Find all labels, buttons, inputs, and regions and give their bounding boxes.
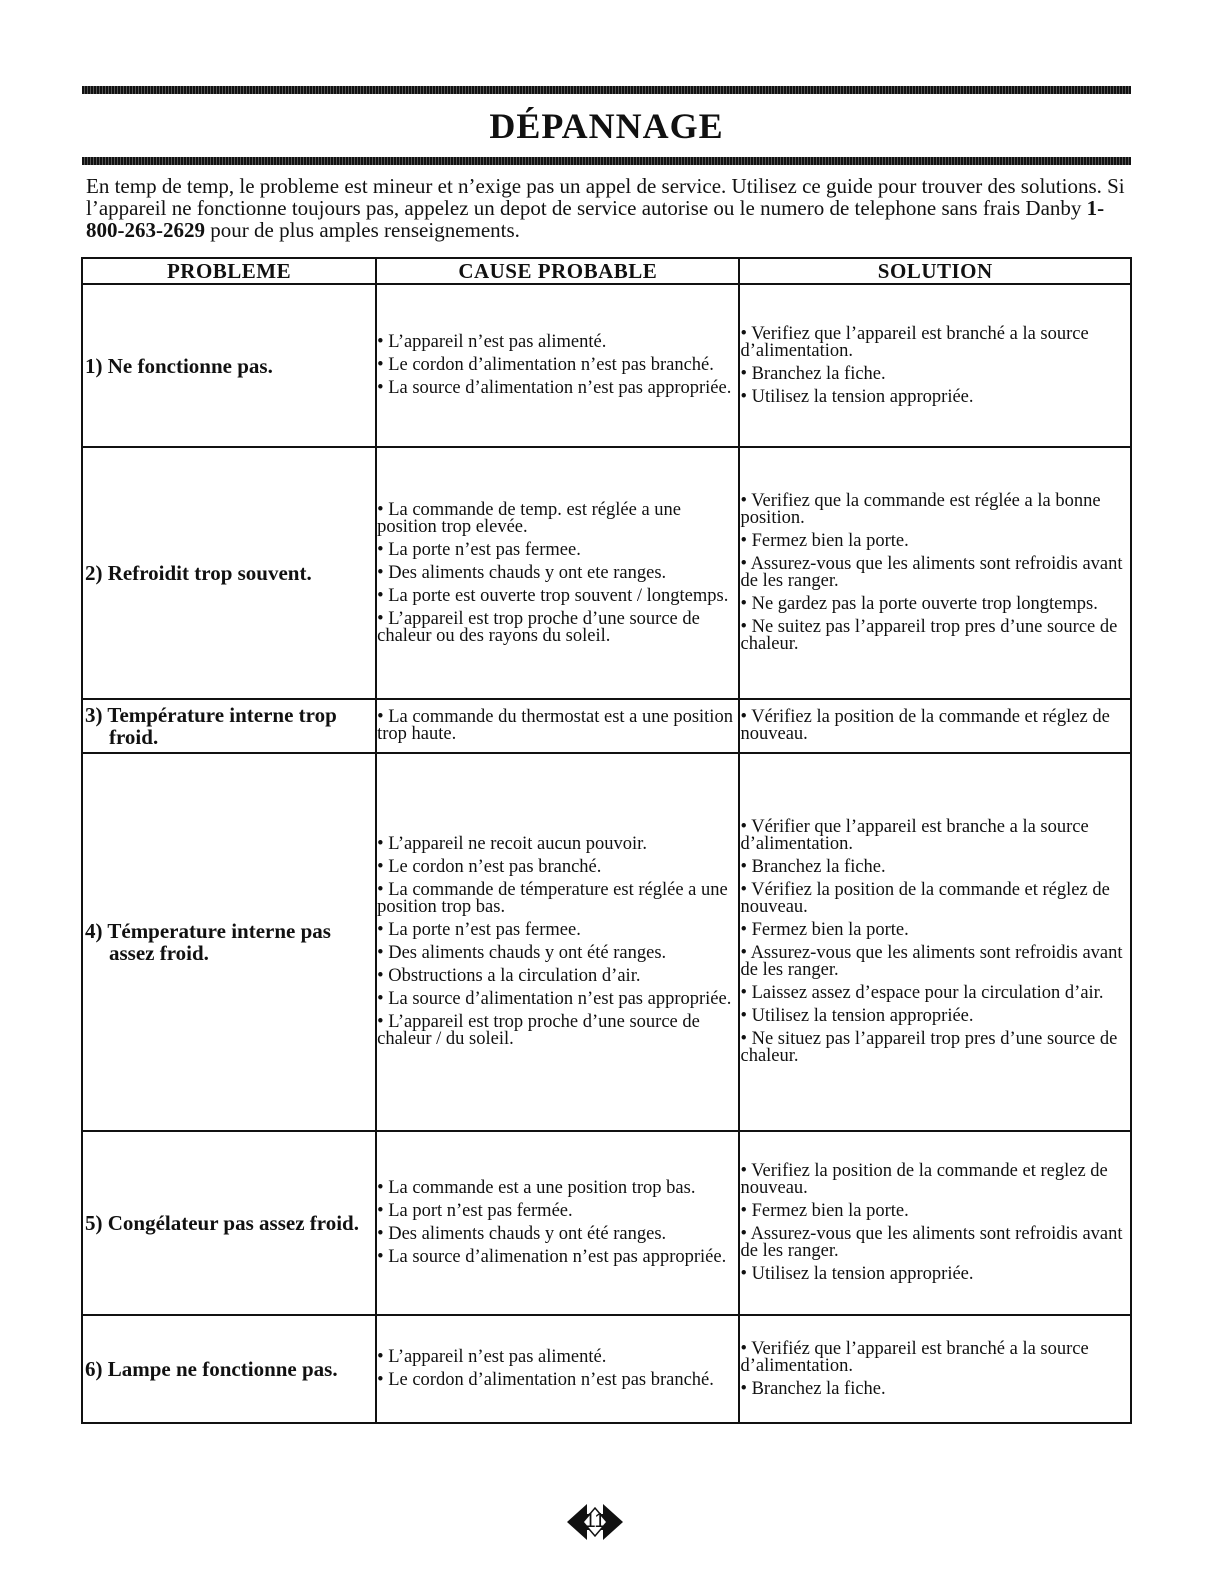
solution-item: • Laissez assez d’espace pour la circulation d’air. bbox=[740, 983, 1104, 1003]
problem-label: 2) Refroidit trop souvent. bbox=[85, 561, 312, 585]
solution-item: • Assurez-vous que les aliments sont refroidis avant de les ranger. bbox=[740, 943, 1123, 980]
cause-cell bbox=[376, 699, 739, 753]
solution-item: • Utilisez la tension appropriée. bbox=[740, 1006, 974, 1026]
cause-item: • L’appareil n’est pas alimenté. bbox=[377, 332, 607, 352]
intro-text-after: pour de plus amples renseignements. bbox=[205, 218, 520, 242]
solution-cell bbox=[739, 699, 1131, 753]
header-cause: CAUSE PROBABLE bbox=[376, 258, 739, 284]
solution-item: • Assurez-vous que les aliments sont refroidis avant de les ranger. bbox=[740, 554, 1123, 591]
cause-item: • Des aliments chauds y ont été ranges. bbox=[377, 943, 667, 963]
cause-item: • La commande est a une position trop bas. bbox=[377, 1178, 696, 1198]
problem-label: 5) Congélateur pas assez froid. bbox=[85, 1211, 359, 1235]
problem-label: 4) Témperature interne pas assez froid. bbox=[85, 919, 331, 965]
cause-item: • Le cordon n’est pas branché. bbox=[377, 857, 602, 877]
cause-item: • La commande de témperature est réglée a une position trop bas. bbox=[377, 880, 728, 917]
cause-item: • Obstructions a la circulation d’air. bbox=[377, 966, 641, 986]
problem-cell bbox=[82, 284, 376, 447]
cause-cell bbox=[376, 753, 739, 1131]
cause-item: • La source d’alimenation n’est pas appropriée. bbox=[377, 1247, 727, 1267]
solution-item: • Ne suitez pas l’appareil trop pres d’une source de chaleur. bbox=[740, 617, 1118, 654]
problem-cell bbox=[82, 1131, 376, 1315]
table-row bbox=[82, 753, 1131, 1131]
table-row bbox=[82, 447, 1131, 699]
cause-item: • L’appareil ne recoit aucun pouvoir. bbox=[377, 834, 647, 854]
troubleshooting-table bbox=[81, 257, 1132, 1424]
solution-cell bbox=[739, 753, 1131, 1131]
cause-item: • La porte n’est pas fermee. bbox=[377, 539, 581, 560]
solution-item: • Fermez bien la porte. bbox=[740, 1201, 909, 1221]
cause-item: • Des aliments chauds y ont été ranges. bbox=[377, 1224, 667, 1244]
intro-paragraph bbox=[86, 175, 1126, 241]
page-title: DÉPANNAGE bbox=[489, 106, 724, 146]
problem-label: 1) Ne fonctionne pas. bbox=[85, 353, 273, 378]
solution-item: • Verifiez la position de la commande et reglez de nouveau. bbox=[740, 1161, 1108, 1198]
solution-item: • Vérifiez la position de la commande et réglez de nouveau. bbox=[740, 880, 1110, 917]
solution-item: • Ne situez pas l’appareil trop pres d’une source de chaleur. bbox=[740, 1029, 1118, 1066]
cause-item: • La port n’est pas fermée. bbox=[377, 1201, 573, 1221]
top-rule bbox=[82, 86, 1131, 94]
table-row bbox=[82, 284, 1131, 447]
problem-label: 3) Température interne trop froid. bbox=[85, 703, 337, 749]
cause-item: • Le cordon d’alimentation n’est pas branché. bbox=[377, 1370, 714, 1390]
problem-cell bbox=[82, 447, 376, 699]
cause-cell bbox=[376, 447, 739, 699]
cause-item: • L’appareil est trop proche d’une source de chaleur / du soleil. bbox=[377, 1012, 700, 1049]
table-row bbox=[82, 1131, 1131, 1315]
cause-item: • L’appareil n’est pas alimenté. bbox=[377, 1347, 607, 1367]
solution-item: • Verifiez que l’appareil est branché a la source d’alimentation. bbox=[740, 323, 1089, 361]
header-solution: SOLUTION bbox=[739, 258, 1131, 284]
page-number-badge bbox=[565, 1500, 625, 1544]
solution-item: • Utilisez la tension appropriée. bbox=[740, 386, 974, 407]
cause-item: • La commande de temp. est réglée a une position trop elevée. bbox=[377, 499, 681, 537]
problem-cell bbox=[82, 1315, 376, 1423]
cause-cell bbox=[376, 1315, 739, 1423]
solution-cell bbox=[739, 284, 1131, 447]
cause-item: • L’appareil est trop proche d’une source de chaleur ou des rayons du soleil. bbox=[377, 608, 700, 646]
table-header-row bbox=[82, 258, 1131, 284]
solution-item: • Verifiéz que l’appareil est branché a la source d’alimentation. bbox=[740, 1338, 1089, 1376]
solution-item: • Fermez bien la porte. bbox=[740, 920, 909, 940]
problem-cell bbox=[82, 753, 376, 1131]
solution-item: • Branchez la fiche. bbox=[740, 1378, 886, 1399]
table-body bbox=[82, 284, 1131, 1423]
cause-item: • La commande du thermostat est a une position trop haute. bbox=[377, 707, 733, 744]
intro-text-before: En temp de temp, le probleme est mineur et n’exige pas un appel de service. Utilisez ce guide pour trouver des solutions. Si l’appareil ne fonctionne toujours pas, appelez un depot de service autorise ou le numero de telephone sans frais Danby bbox=[86, 174, 1125, 220]
cause-item: • Des aliments chauds y ont ete ranges. bbox=[377, 562, 667, 583]
cause-item: • La porte est ouverte trop souvent / longtemps. bbox=[377, 585, 729, 606]
solution-item: • Branchez la fiche. bbox=[740, 857, 886, 877]
solution-item: • Assurez-vous que les aliments sont refroidis avant de les ranger. bbox=[740, 1224, 1123, 1261]
solution-item: • Verifiez que la commande est réglée a la bonne position. bbox=[740, 491, 1101, 528]
solution-cell bbox=[739, 447, 1131, 699]
cause-item: • La porte n’est pas fermee. bbox=[377, 920, 581, 940]
cause-item: • La source d’alimentation n’est pas appropriée. bbox=[377, 378, 732, 398]
problem-label: 6) Lampe ne fonctionne pas. bbox=[85, 1357, 338, 1381]
solution-item: • Vérifiez la position de la commande et réglez de nouveau. bbox=[740, 707, 1110, 744]
cause-item: • La source d’alimentation n’est pas appropriée. bbox=[377, 989, 732, 1009]
cause-item: • Le cordon d’alimentation n’est pas branché. bbox=[377, 355, 714, 375]
title-underline-rule bbox=[82, 157, 1131, 165]
problem-cell bbox=[82, 699, 376, 753]
solution-item: • Ne gardez pas la porte ouverte trop longtemps. bbox=[740, 594, 1098, 614]
solution-item: • Branchez la fiche. bbox=[740, 363, 886, 384]
header-problem: PROBLEME bbox=[82, 258, 376, 284]
solution-cell bbox=[739, 1131, 1131, 1315]
cause-cell bbox=[376, 1131, 739, 1315]
solution-cell bbox=[739, 1315, 1131, 1423]
page-number: 11 bbox=[584, 1510, 606, 1532]
phone-number: 1-800-263-2629 bbox=[86, 196, 1105, 242]
solution-item: • Fermez bien la porte. bbox=[740, 531, 909, 551]
solution-item: • Utilisez la tension appropriée. bbox=[740, 1264, 974, 1284]
cause-cell bbox=[376, 284, 739, 447]
table-row bbox=[82, 1315, 1131, 1423]
table-row bbox=[82, 699, 1131, 753]
solution-item: • Vérifier que l’appareil est branche a la source d’alimentation. bbox=[740, 817, 1089, 854]
